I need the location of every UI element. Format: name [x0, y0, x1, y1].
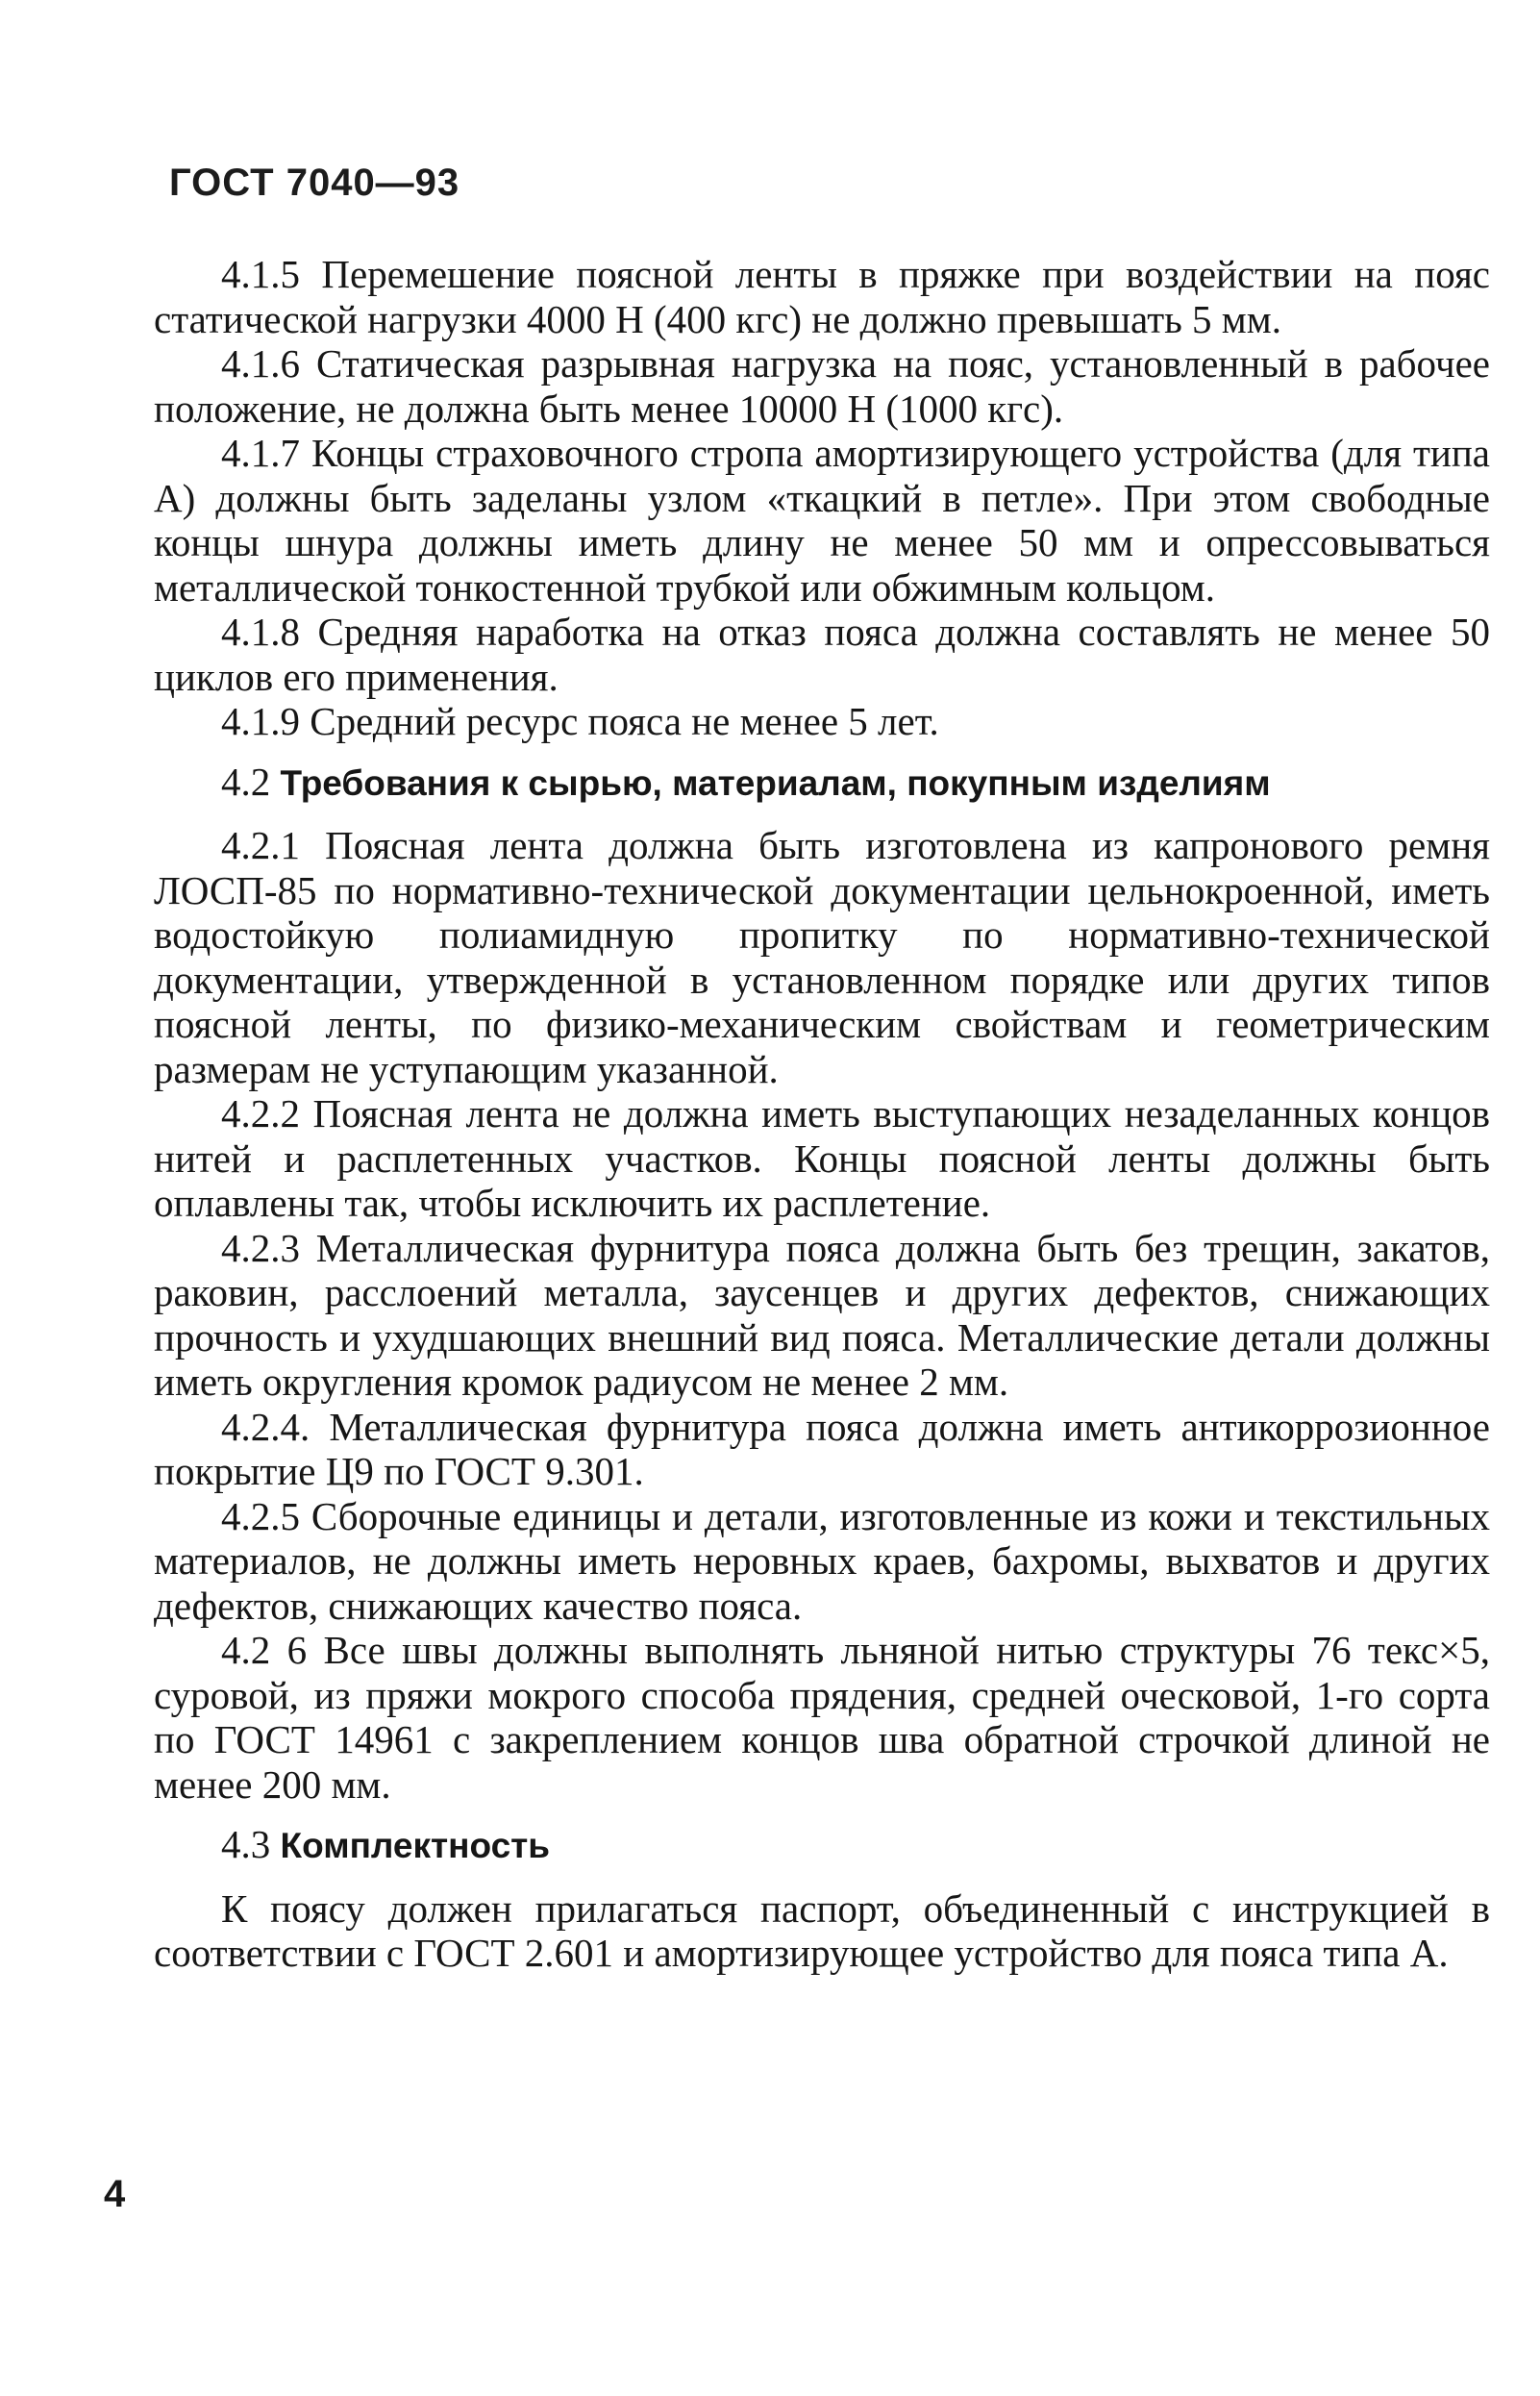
clause-4-2-1: 4.2.1 Поясная лента должна быть изготовлена из капронового ремня ЛОСП-85 по нормативно-технической документации цельнокроенной, иметь водостойкую полиамидную пропитку по нормативно-технической документации, утвержденной в установленном порядке или других типов поясной ленты, по физико-механическим свойствам и геометрическим размерам не уступающим указанной. [154, 823, 1490, 1091]
document-body [154, 252, 1490, 1976]
section-heading-4-3 [154, 1822, 1490, 1869]
clause-4-2-5: 4.2.5 Сборочные единицы и детали, изготовленные из кожи и текстильных материалов, не должны иметь неровных краев, бахромы, выхватов и других дефектов, снижающих качество пояса. [154, 1493, 1490, 1628]
section-title: Требования к сырью, материалам, покупным изделиям [280, 762, 1271, 803]
section-number: 4.3 [221, 1822, 271, 1866]
section-title: Комплектность [280, 1826, 551, 1865]
clause-4-1-8: 4.1.8 Средняя наработка на отказ пояса должна составлять не менее 50 циклов его применения. [154, 610, 1490, 699]
page-number: 4 [104, 2173, 126, 2215]
clause-4-2-2: 4.2.2 Поясная лента не должна иметь выступающих незаделанных концов нитей и расплетенных участков. Концы поясной ленты должны быть оплавлены так, чтобы исключить их расплетение. [154, 1091, 1490, 1225]
clause-4-2-3: 4.2.3 Металлическая фурнитура пояса должна быть без трещин, закатов, раковин, расслоений металла, заусенцев и других дефектов, снижающих прочность и ухудшающих внешний вид пояса. Металлические детали должны иметь округления кромок радиусом не менее 2 мм. [154, 1225, 1490, 1404]
clause-4-2-6: 4.2 6 Все швы должны выполнять льняной нитью структуры 76 текс×5, суровой, из пряжи мокрого способа прядения, средней оческовой, 1-го сорта по ГОСТ 14961 с закреплением концов шва обратной строчкой длиной не менее 200 мм. [154, 1628, 1490, 1807]
clause-4-1-6: 4.1.6 Статическая разрывная нагрузка на пояс, установленный в рабочее положение, не должна быть менее 10000 Н (1000 кгс). [154, 341, 1490, 431]
document-header: ГОСТ 7040—93 [169, 162, 460, 204]
clause-4-2-4: 4.2.4. Металлическая фурнитура пояса должна иметь антикоррозионное покрытие Ц9 по ГОСТ 9.301. [154, 1404, 1490, 1493]
section-heading-4-2 [154, 760, 1490, 807]
clause-4-1-7: 4.1.7 Концы страховочного стропа амортизирующего устройства (для типа А) должны быть заделаны узлом «ткацкий в петле». При этом свободные концы шнура должны иметь длину не менее 50 мм и опрессовываться металлической тонкостенной трубкой или обжимным кольцом. [154, 431, 1490, 610]
clause-4-1-5: 4.1.5 Перемешение поясной ленты в пряжке при воздействии на пояс статической нагрузки 4000 Н (400 кгс) не должно превышать 5 мм. [154, 252, 1490, 341]
clause-4-1-9: 4.1.9 Средний ресурс пояса не менее 5 лет. [221, 699, 939, 743]
clause-4-3-text: К поясу должен прилагаться паспорт, объединенный с инструкцией в соответствии с ГОСТ 2.601 и амортизирующее устройство для пояса типа А. [154, 1885, 1490, 1975]
section-number: 4.2 [221, 759, 271, 804]
